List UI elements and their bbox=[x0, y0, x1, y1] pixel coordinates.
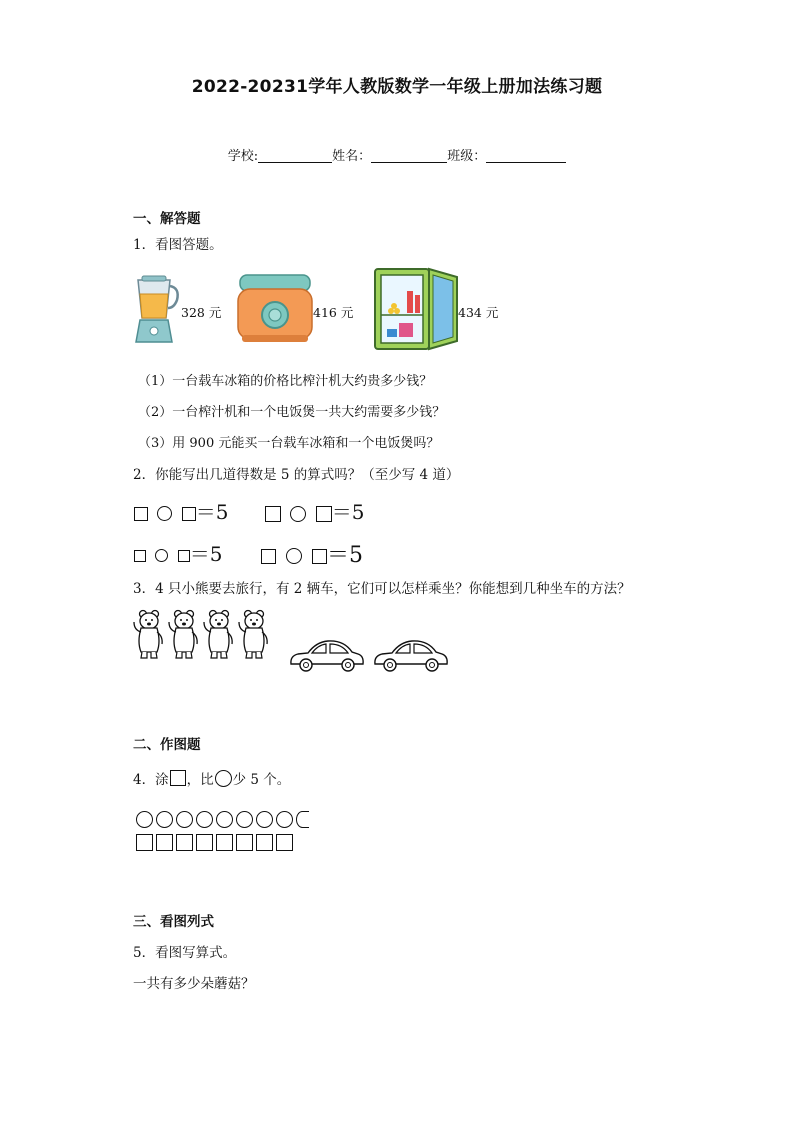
section-3-heading: 三、看图列式 bbox=[133, 914, 214, 930]
school-label: 学校: bbox=[227, 149, 259, 164]
blender-price: 328 元 bbox=[181, 305, 222, 320]
colorable-square[interactable] bbox=[196, 834, 213, 851]
question-5: 5．看图写算式。 bbox=[133, 945, 237, 961]
colorable-square[interactable] bbox=[236, 834, 253, 851]
blender-icon bbox=[130, 274, 180, 346]
bears-group bbox=[132, 608, 272, 660]
car-icon bbox=[291, 641, 363, 671]
circle-row bbox=[136, 811, 309, 828]
colorable-square[interactable] bbox=[176, 834, 193, 851]
section-1-heading: 一、解答题 bbox=[133, 211, 201, 227]
equation-1[interactable] bbox=[134, 496, 228, 525]
circle-shape bbox=[236, 811, 253, 828]
bear-icon bbox=[169, 611, 197, 659]
question-1-part-1: （1）一台载车冰箱的价格比榨汁机大约贵多少钱？ bbox=[138, 374, 433, 389]
question-4-pre: 4．涂 bbox=[133, 772, 169, 788]
class-blank[interactable] bbox=[486, 148, 566, 163]
section-2-heading: 二、作图题 bbox=[133, 737, 201, 753]
question-1-part-2: （2）一台榨汁机和一个电饭煲一共大约需要多少钱？ bbox=[138, 405, 446, 420]
colorable-square[interactable] bbox=[156, 834, 173, 851]
operator-circle[interactable] bbox=[155, 549, 168, 562]
colorable-square[interactable] bbox=[256, 834, 273, 851]
question-4 bbox=[133, 768, 290, 788]
bear-icon bbox=[239, 611, 267, 659]
colorable-square[interactable] bbox=[216, 834, 233, 851]
circle-shape bbox=[176, 811, 193, 828]
blank-square[interactable] bbox=[134, 507, 148, 521]
operator-circle[interactable] bbox=[290, 506, 306, 522]
question-5-sub: 一共有多少朵蘑菇？ bbox=[133, 976, 255, 992]
circle-shape bbox=[196, 811, 213, 828]
fridge-price: 434 元 bbox=[458, 305, 499, 320]
car-icon bbox=[375, 641, 447, 671]
circle-shape bbox=[296, 811, 309, 828]
circle-shape bbox=[136, 811, 153, 828]
equals-five: ＝5 bbox=[331, 500, 365, 524]
blank-square[interactable] bbox=[312, 549, 327, 564]
blank-square[interactable] bbox=[261, 549, 276, 564]
circle-shape bbox=[276, 811, 293, 828]
equation-4[interactable] bbox=[261, 538, 363, 569]
colorable-square[interactable] bbox=[136, 834, 153, 851]
name-blank[interactable] bbox=[371, 148, 447, 163]
colorable-square[interactable] bbox=[276, 834, 293, 851]
rice-cooker-price: 416 元 bbox=[313, 305, 354, 320]
equation-3[interactable] bbox=[134, 538, 222, 567]
blank-square[interactable] bbox=[182, 507, 196, 521]
equation-2[interactable] bbox=[265, 496, 364, 525]
question-2: 2．你能写出几道得数是 5 的算式吗？（至少写 4 道） bbox=[133, 467, 460, 483]
operator-circle[interactable] bbox=[286, 548, 302, 564]
blank-square[interactable] bbox=[178, 550, 190, 562]
circle-shape bbox=[256, 811, 273, 828]
bear-icon bbox=[134, 611, 162, 659]
circle-shape bbox=[156, 811, 173, 828]
equals-five: ＝5 bbox=[189, 542, 223, 566]
operator-circle[interactable] bbox=[157, 506, 172, 521]
square-row[interactable] bbox=[136, 834, 293, 851]
equals-five: ＝5 bbox=[327, 543, 363, 568]
blank-square[interactable] bbox=[265, 506, 281, 522]
cars-group bbox=[288, 634, 450, 674]
fridge-icon bbox=[371, 265, 461, 355]
page-title: 2022-20231学年人教版数学一年级上册加法练习题 bbox=[191, 77, 603, 97]
question-4-post: 少 5 个。 bbox=[232, 772, 291, 788]
square-icon bbox=[170, 770, 186, 786]
blank-square[interactable] bbox=[316, 506, 332, 522]
student-info bbox=[0, 145, 794, 164]
bear-icon bbox=[204, 611, 232, 659]
class-label: 班级： bbox=[447, 149, 487, 164]
question-1: 1．看图答题。 bbox=[133, 237, 223, 253]
question-4-mid: ，比 bbox=[186, 772, 214, 788]
question-3: 3．4 只小熊要去旅行，有 2 辆车，它们可以怎样乘坐？你能想到几种坐车的方法？ bbox=[133, 581, 631, 597]
question-1-part-3: （3）用 900 元能买一台载车冰箱和一个电饭煲吗？ bbox=[138, 436, 440, 451]
name-label: 姓名： bbox=[332, 149, 372, 164]
circle-shape bbox=[216, 811, 233, 828]
blank-square[interactable] bbox=[134, 550, 146, 562]
circle-icon bbox=[215, 770, 232, 787]
school-blank[interactable] bbox=[258, 148, 332, 163]
equals-five: ＝5 bbox=[195, 500, 229, 524]
rice-cooker-icon bbox=[236, 271, 314, 345]
